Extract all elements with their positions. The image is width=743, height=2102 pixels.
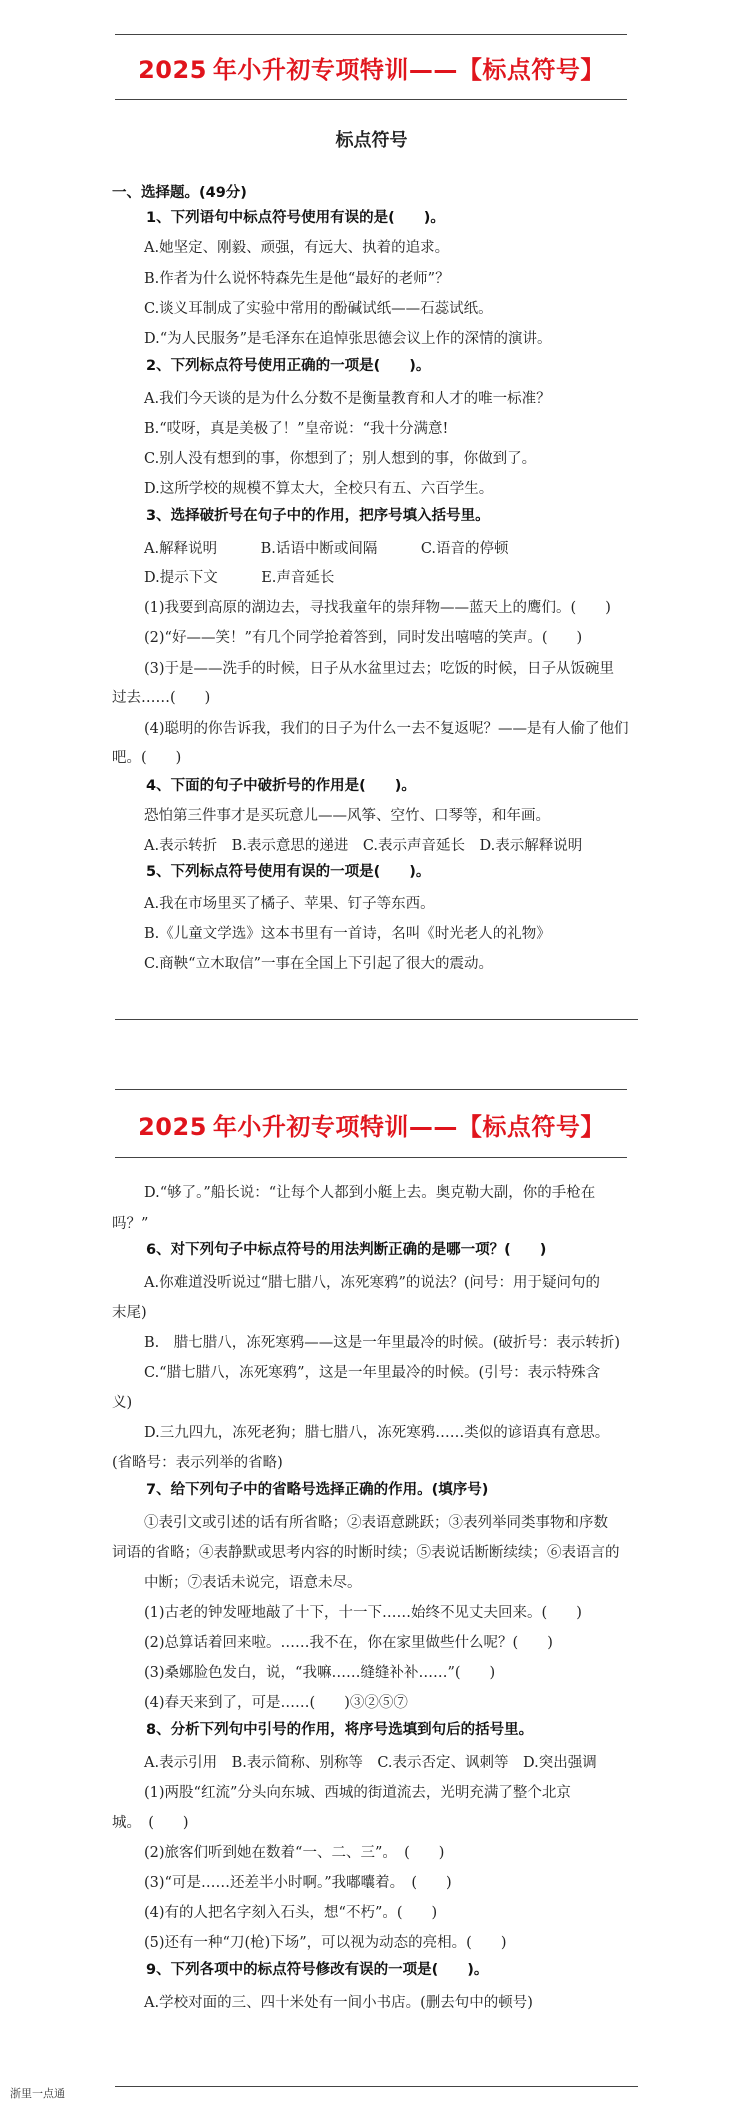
- question-7: 7、给下列句子中的省略号选择正确的作用。(填序号): [146, 1482, 489, 1498]
- option-line: B.作者为什么说怀特森先生是他“最好的老师”？: [144, 271, 450, 287]
- page-1: [0, 0, 743, 1030]
- footer-watermark: 浙里一点通: [10, 2087, 65, 2100]
- sub-question: (1)我要到高原的湖边去，寻找我童年的崇拜物——蓝天上的鹰们。( ): [144, 600, 611, 616]
- page-2: [0, 1070, 743, 2102]
- sub-question-continued: 吧。( ): [112, 750, 182, 766]
- option-line: B. 腊七腊八，冻死寒鸦——这是一年里最冷的时候。(破折号：表示转折): [144, 1335, 621, 1351]
- sub-question-continued: 过去……( ): [112, 690, 211, 706]
- question-9: 9、下列各项中的标点符号修改有误的一项是( )。: [146, 1962, 489, 1978]
- question-5: 5、下列标点符号使用有误的一项是( )。: [146, 864, 431, 880]
- instruction-line: 词语的省略；④表静默或思考内容的时断时续；⑤表说话断断续续；⑥表语言的: [112, 1545, 620, 1561]
- page-header-banner: [0, 1107, 743, 1142]
- option-line: A.学校对面的三、四十米处有一间小书店。(删去句中的顿号): [144, 1995, 533, 2011]
- question-2: 2、下列标点符号使用正确的一项是( )。: [146, 358, 431, 374]
- header-top-rule: [115, 34, 627, 35]
- page-header-banner: [0, 50, 743, 85]
- option-line: C.别人没有想到的事，你想到了；别人想到的事，你做到了。: [144, 451, 537, 467]
- header-year: 2025: [138, 1113, 207, 1141]
- sub-question: (1)古老的钟发哑地敲了十下，十一下……始终不见丈夫回来。( ): [144, 1605, 582, 1621]
- header-bottom-rule: [115, 99, 627, 100]
- question-1: 1、下列语句中标点符号使用有误的是( )。: [146, 210, 445, 226]
- sub-question: (5)还有一种“刀(枪)下场”，可以视为动态的亮相。( ): [144, 1935, 507, 1951]
- option-line: D.这所学校的规模不算太大，全校只有五、六百学生。: [144, 481, 494, 497]
- question-text: 恐怕第三件事才是买玩意儿——风筝、空竹、口琴等，和年画。: [144, 808, 550, 824]
- question-4: 4、下面的句子中破折号的作用是( )。: [146, 778, 416, 794]
- sub-question: (1)两股“红流”分头向东城、西城的街道流去，光明充满了整个北京: [144, 1785, 571, 1801]
- sub-question-continued: 城。 ( ): [112, 1815, 189, 1831]
- section-heading: 一、选择题。(49分): [112, 185, 247, 201]
- question-3: 3、选择破折号在句子中的作用，把序号填入括号里。: [146, 508, 490, 524]
- sub-question: (4)聪明的你告诉我，我们的日子为什么一去不复返呢？——是有人偷了他们: [144, 721, 629, 737]
- option-line: D.“为人民服务”是毛泽东在追悼张思德会议上作的深情的演讲。: [144, 331, 552, 347]
- option-line: D.三九四九，冻死老狗；腊七腊八，冻死寒鸦……类似的谚语真有意思。: [144, 1425, 610, 1441]
- option-line: A.表示引用 B.表示简称、别称等 C.表示否定、讽刺等 D.突出强调: [144, 1755, 597, 1771]
- option-line: A.我们今天谈的是为什么分数不是衡量教育和人才的唯一标准？: [144, 391, 551, 407]
- header-top-rule: [115, 1089, 627, 1090]
- sub-question: (2)总算话着回来啦。……我不在，你在家里做些什么呢？( ): [144, 1635, 553, 1651]
- header-bottom-rule: [115, 1157, 627, 1158]
- header-subject: 【标点符号】: [457, 55, 605, 84]
- question-6: 6、对下列句子中标点符号的用法判断正确的是哪一项？( ): [146, 1242, 547, 1258]
- option-line: A.你难道没听说过“腊七腊八，冻死寒鸦”的说法？(问号：用于疑问句的: [144, 1275, 601, 1291]
- option-line: A.解释说明 B.话语中断或间隔 C.语音的停顿: [144, 541, 509, 557]
- option-line: C.“腊七腊八，冻死寒鸦”，这是一年里最冷的时候。(引号：表示特殊含: [144, 1365, 601, 1381]
- option-line: D.提示下文 E.声音延长: [144, 570, 335, 586]
- document-title: 标点符号: [335, 130, 408, 151]
- option-line: A.她坚定、刚毅、顽强，有远大、执着的追求。: [144, 240, 450, 256]
- header-subject: 【标点符号】: [457, 1112, 605, 1141]
- option-line: B.“哎呀，真是美极了！”皇帝说：“我十分满意!: [144, 421, 449, 437]
- header-title: 年小升初专项特训——: [212, 56, 458, 84]
- sub-question: (3)于是——洗手的时候，日子从水盆里过去；吃饭的时候，日子从饭碗里: [144, 661, 615, 677]
- option-line: A.我在市场里买了橘子、苹果、钉子等东西。: [144, 896, 435, 912]
- option-line: A.表示转折 B.表示意思的递进 C.表示声音延长 D.表示解释说明: [144, 838, 583, 854]
- sub-question: (2)“好——笑！”有几个同学抢着答到，同时发出嘻嘻的笑声。( ): [144, 630, 583, 646]
- option-line: C.谈义耳制成了实验中常用的酚碱试纸——石蕊试纸。: [144, 301, 493, 317]
- page-1-bottom-rule: [115, 1019, 638, 1020]
- option-line: C.商鞅“立木取信”一事在全国上下引起了很大的震动。: [144, 956, 494, 972]
- option-line-continued: 末尾): [112, 1305, 147, 1321]
- instruction-line: 中断；⑦表话未说完，语意未尽。: [144, 1575, 362, 1591]
- question-8: 8、分析下列句中引号的作用，将序号选填到句后的括号里。: [146, 1722, 534, 1738]
- option-line-continued: 义): [112, 1395, 133, 1411]
- option-line: D.“够了。”船长说：“让每个人都到小艇上去。奥克勒大副，你的手枪在: [144, 1185, 596, 1201]
- header-title: 年小升初专项特训——: [212, 1113, 458, 1141]
- sub-question: (3)桑娜脸色发白，说，“我嘛……缝缝补补……”( ): [144, 1665, 496, 1681]
- option-line: B.《儿童文学选》这本书里有一首诗，名叫《时光老人的礼物》: [144, 926, 551, 942]
- sub-question: (2)旅客们听到她在数着“一、二、三”。 ( ): [144, 1845, 445, 1861]
- option-line-continued: (省略号：表示列举的省略): [112, 1455, 283, 1471]
- header-year: 2025: [138, 56, 207, 84]
- instruction-line: ①表引文或引述的话有所省略；②表语意跳跃；③表列举同类事物和序数: [144, 1515, 608, 1531]
- option-line-continued: 吗？”: [112, 1216, 149, 1232]
- sub-question: (3)“可是……还差半小时啊。”我嘟囔着。 ( ): [144, 1875, 452, 1891]
- sub-question: (4)春天来到了，可是……( )③②⑤⑦: [144, 1695, 408, 1711]
- sub-question: (4)有的人把名字刻入石头，想“不朽”。( ): [144, 1905, 438, 1921]
- page-2-bottom-rule: [115, 2086, 638, 2087]
